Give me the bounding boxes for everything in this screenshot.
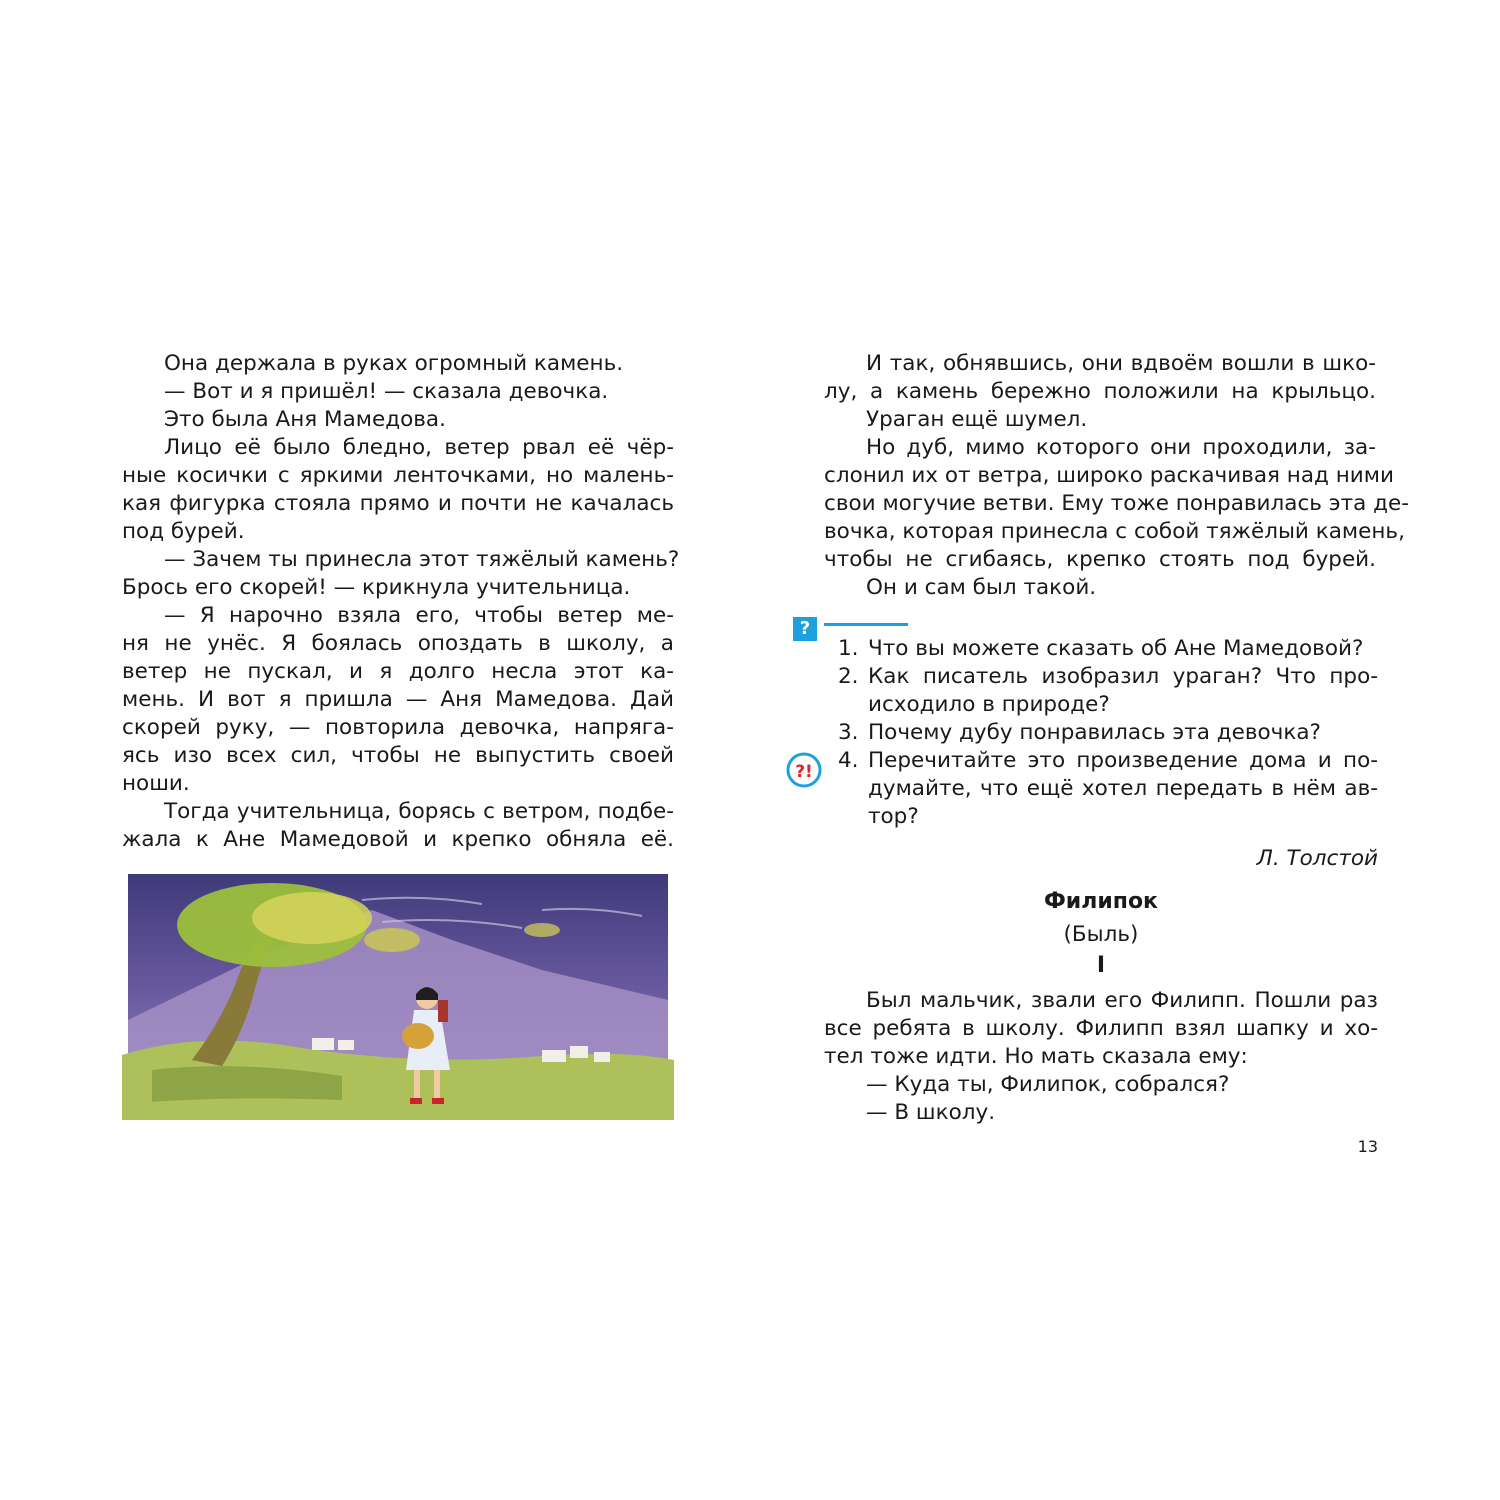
text-line: — Куда ты, Филипок, собрался? <box>866 1072 1230 1097</box>
think-icon <box>786 752 822 788</box>
question-number: 3. <box>838 720 859 745</box>
page-number: 13 <box>1357 1137 1378 1156</box>
text-line: ные косички с яркими ленточками, но малень- <box>122 463 674 488</box>
text-line: — Зачем ты принесла этот тяжёлый камень? <box>164 547 680 572</box>
text-line: слонил их от ветра, широко раскачивая над ними <box>824 463 1394 488</box>
think-icon-glyph: ?! <box>795 762 813 782</box>
text-line: под бурей. <box>122 519 245 544</box>
text-line: Но дуб, мимо которого они проходили, за- <box>866 435 1376 460</box>
question-text: Как писатель изобразил ураган? Что про- <box>868 664 1378 689</box>
left-column-text <box>122 350 680 854</box>
text-line: Ураган ещё шумел. <box>866 407 1088 432</box>
leaves <box>364 928 420 952</box>
text-line: Был мальчик, звали его Филипп. Пошли раз <box>866 988 1378 1013</box>
text-line: мень. И вот я пришла — Аня Мамедова. Дай <box>122 687 674 712</box>
question-number: 4. <box>838 748 859 773</box>
tree-crown-light <box>252 892 372 944</box>
text-line: все ребята в школу. Филипп взял шапку и хо- <box>824 1016 1378 1041</box>
story-text <box>824 987 1378 1127</box>
text-line: — В школу. <box>866 1100 996 1125</box>
text-line: Тогда учительница, борясь с ветром, подбе- <box>164 799 674 824</box>
questions-list <box>824 635 1378 1127</box>
text-line: свои могучие ветви. Ему тоже понравилась эта де- <box>824 491 1409 516</box>
text-line: жала к Ане Мамедовой и крепко обняла её. <box>122 827 674 852</box>
question-item <box>838 719 1378 747</box>
text-line: Он и сам был такой. <box>866 575 1097 600</box>
leaves <box>524 923 560 937</box>
question-item <box>838 635 1378 663</box>
question-item <box>838 663 1378 719</box>
question-number: 1. <box>838 636 859 661</box>
chapter-number: I <box>1096 953 1106 978</box>
text-line: лу, а камень бережно положили на крыльцо. <box>824 379 1376 404</box>
text-line: чтобы не сгибаясь, крепко стоять под бурей. <box>824 547 1376 572</box>
question-divider <box>824 623 908 626</box>
text-line: Лицо её было бледно, ветер рвал её чёр- <box>164 435 674 460</box>
text-line: — Я нарочно взяла его, чтобы ветер ме- <box>164 603 674 628</box>
story-title: Филипок <box>1043 889 1158 914</box>
text-line: Брось его скорей! — крикнула учительница. <box>122 575 631 600</box>
question-text: думайте, что ещё хотел передать в нём ав- <box>868 776 1378 801</box>
question-number: 2. <box>838 664 859 689</box>
text-line: ветер не пускал, и я долго несла этот ка- <box>122 659 674 684</box>
text-line: И так, обнявшись, они вдвоём вошли в шко- <box>866 351 1376 376</box>
text-line: Это была Аня Мамедова. <box>164 407 446 432</box>
story-subtitle: (Быль) <box>1063 922 1139 947</box>
question-text: Перечитайте это произведение дома и по- <box>868 748 1378 773</box>
question-item <box>838 747 1378 831</box>
text-line: ясь изо всех сил, чтобы не выпустить своей <box>122 743 674 768</box>
question-text: тор? <box>868 804 919 829</box>
question-text: Что вы можете сказать об Ане Мамедовой? <box>868 636 1364 661</box>
text-line: Она держала в руках огромный камень. <box>164 351 624 376</box>
text-line: ня не унёс. Я боялась опоздать в школу, а <box>122 631 674 656</box>
author-signature: Л. Толстой <box>1256 846 1378 871</box>
question-text: исходило в природе? <box>868 692 1110 717</box>
question-icon: ? <box>793 617 817 641</box>
storm-illustration <box>122 870 674 1120</box>
text-line: скорей руку, — повторила девочка, напряга- <box>122 715 674 740</box>
text-line: ноши. <box>122 771 190 796</box>
question-text: Почему дубу понравилась эта девочка? <box>868 720 1321 745</box>
text-line: вочка, которая принесла с собой тяжёлый камень, <box>824 519 1405 544</box>
right-column-text <box>824 350 1409 602</box>
text-line: — Вот и я пришёл! — сказала девочка. <box>164 379 609 404</box>
text-line: тел тоже идти. Но мать сказала ему: <box>824 1044 1248 1069</box>
text-line: кая фигурка стояла прямо и почти не качалась <box>122 491 674 516</box>
